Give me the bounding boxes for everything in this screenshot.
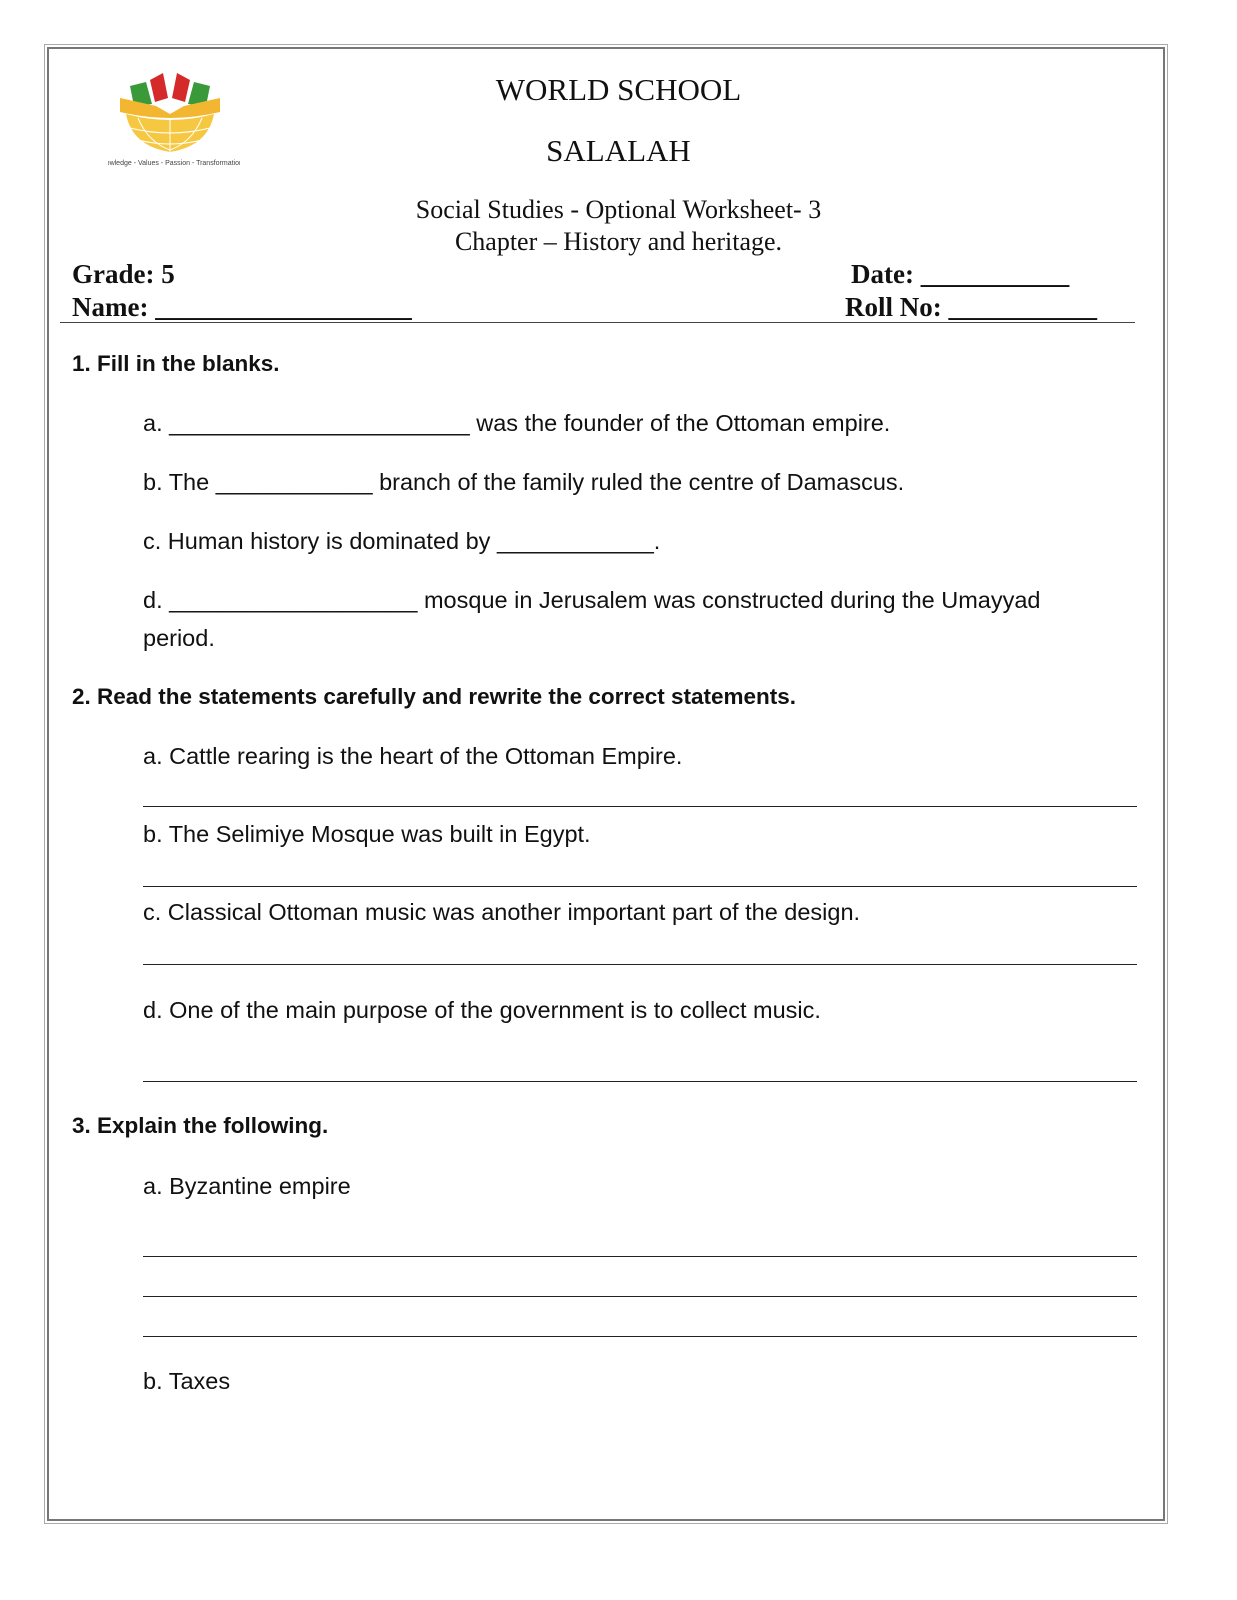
school-name: WORLD SCHOOL — [495, 72, 742, 107]
blank-item-a[interactable]: a. _______________________ was the founder of the Ottoman empire. — [143, 410, 891, 436]
grade-label: Grade: 5 — [72, 259, 175, 289]
explain-item-a: a. Byzantine empire — [143, 1173, 351, 1199]
answer-line[interactable] — [143, 1256, 1137, 1257]
answer-line[interactable] — [143, 806, 1137, 807]
section-2-title: 2. Read the statements carefully and rewrite the correct statements. — [72, 684, 797, 709]
answer-line[interactable] — [143, 1296, 1137, 1297]
explain-item-b: b. Taxes — [143, 1368, 231, 1394]
answer-line[interactable] — [143, 964, 1137, 965]
statement-b: b. The Selimiye Mosque was built in Egypt. — [143, 821, 591, 847]
blank-item-c[interactable]: c. Human history is dominated by ____________. — [143, 528, 661, 554]
blank-item-d[interactable]: d. ___________________ mosque in Jerusalem was constructed during the Umayyad — [143, 587, 1041, 613]
name-field[interactable]: Name: ___________________ — [72, 292, 412, 322]
section-3-title: 3. Explain the following. — [72, 1113, 329, 1138]
header-divider — [60, 322, 1135, 323]
answer-line[interactable] — [143, 886, 1137, 887]
worksheet-chapter: Chapter – History and heritage. — [454, 227, 783, 256]
roll-no-field[interactable]: Roll No: ___________ — [845, 292, 1097, 322]
school-city: SALALAH — [546, 133, 691, 168]
date-field[interactable]: Date: ___________ — [851, 259, 1070, 289]
svg-text:Knowledge - Values - Passion -: Knowledge - Values - Passion - Transformation — [108, 160, 240, 167]
worksheet-subject: Social Studies - Optional Worksheet- 3 — [415, 195, 822, 224]
answer-line[interactable] — [143, 1336, 1137, 1337]
blank-item-b[interactable]: b. The ____________ branch of the family ruled the centre of Damascus. — [143, 469, 905, 495]
section-1-title: 1. Fill in the blanks. — [72, 351, 280, 376]
answer-line[interactable] — [143, 1081, 1137, 1082]
statement-c: c. Classical Ottoman music was another important part of the design. — [143, 899, 861, 925]
statement-a: a. Cattle rearing is the heart of the Ottoman Empire. — [143, 743, 683, 769]
statement-d: d. One of the main purpose of the government is to collect music. — [143, 997, 821, 1023]
blank-item-d-cont: period. — [143, 625, 215, 651]
